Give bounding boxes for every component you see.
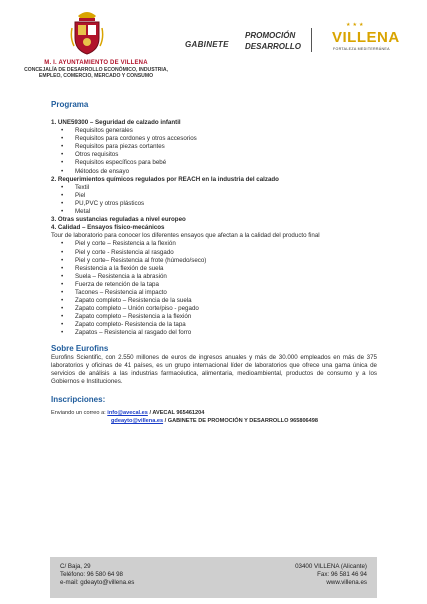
footer-web[interactable]: www.villena.es bbox=[326, 579, 367, 586]
villena-stars-icon: ★★★ bbox=[346, 22, 366, 28]
list-item: • Piel y corte - Resistencia al rasgado bbox=[51, 249, 377, 257]
list-item: • Resistencia a la flexión de suela bbox=[51, 265, 377, 273]
list-item: • Tacones – Resistencia al impacto bbox=[51, 289, 377, 297]
list-item: • Zapatos – Resistencia al rasgado del forro bbox=[51, 329, 377, 337]
eurofins-text: Eurofins Scientific, con 2.550 millones de euros de ingresos anuales y más de 30.000 empleados en más de 375 laboratorios y oficinas de 41 países, es un grupo internacional líder de laboratorios que ofrece una gama única de servicios de análisis a las industrias farmacéutica, alimentaria, medioambiental, productos de consumo y a los Gobiernos e Instituciones. bbox=[51, 353, 377, 385]
avecal-contact: / AVECAL 965461204 bbox=[147, 409, 205, 416]
email-link-avecal[interactable]: info@avecal.es bbox=[107, 409, 148, 416]
section-1-title: 1. UNE59300 – Seguridad de calzado infantil bbox=[51, 119, 181, 126]
section-4-title: 4. Calidad – Ensayos físico-mecánicos bbox=[51, 224, 165, 232]
list-item: • Zapato completo – Resistencia a la flexión bbox=[51, 313, 377, 321]
coat-of-arms-icon bbox=[70, 8, 104, 56]
list-item: • Suela – Resistencia a la abrasión bbox=[51, 273, 377, 281]
list-item: • Requisitos para cordones y otros accesorios bbox=[51, 135, 377, 143]
villena-tagline: FORTALEZA MEDITERRÁNEA bbox=[333, 47, 390, 51]
list-item: • Requisitos específicos para bebé bbox=[51, 159, 377, 167]
inscripciones-title: Inscripciones: bbox=[51, 394, 106, 404]
footer-left bbox=[60, 563, 134, 587]
programa-title: Programa bbox=[51, 100, 89, 109]
inscripciones-lead: Enviando un correo a: bbox=[51, 409, 106, 416]
inscripciones-line-2 bbox=[51, 417, 377, 425]
footer-address: C/ Baja, 29 bbox=[60, 563, 91, 570]
list-item: • Piel y corte– Resistencia al frote (húmedo/seco) bbox=[51, 257, 377, 265]
gabinete-label: GABINETE bbox=[185, 40, 229, 49]
org-name: M. I. AYUNTAMIENTO DE VILLENA bbox=[44, 60, 148, 66]
footer-fax: Fax: 96 581 46 94 bbox=[317, 571, 367, 578]
section-3-title: 3. Otras sustancias reguladas a nivel europeo bbox=[51, 216, 186, 224]
document-body bbox=[51, 100, 377, 425]
list-item: • PU,PVC y otros plásticos bbox=[51, 200, 377, 208]
section-4-intro: Tour de laboratorio para conocer los diferentes ensayos que afectan a la calidad del producto final bbox=[51, 232, 320, 240]
promocion-text: PROMOCIÓN bbox=[245, 31, 296, 40]
list-item: • Requisitos para piezas cortantes bbox=[51, 143, 377, 151]
list-item: • Zapato completo – Resistencia de la suela bbox=[51, 297, 377, 305]
section-2-list bbox=[51, 184, 377, 216]
list-item: • Textil bbox=[51, 184, 377, 192]
footer-city: 03400 VILLENA (Alicante) bbox=[295, 563, 367, 570]
list-item: • Zapato completo – Unión corte/piso - pegado bbox=[51, 305, 377, 313]
list-item: • Requisitos generales bbox=[51, 127, 377, 135]
org-department: CONCEJALÍA DE DESARROLLO ECONÓMICO, INDUSTRIA, EMPLEO, COMERCIO, MERCADO Y CONSUMO bbox=[24, 67, 168, 80]
footer-email[interactable]: e-mail: gdeayto@villena.es bbox=[60, 579, 135, 586]
list-item: • Métodos de ensayo bbox=[51, 168, 377, 176]
list-item: • Piel y corte – Resistencia a la flexión bbox=[51, 240, 377, 248]
eurofins-title: Sobre Eurofins bbox=[51, 343, 109, 353]
section-4-list bbox=[51, 240, 377, 337]
footer-right bbox=[295, 563, 367, 587]
footer bbox=[50, 557, 377, 598]
letterhead bbox=[0, 0, 427, 92]
desarrollo-text: DESARROLLO bbox=[245, 42, 301, 51]
gabinete-contact: / GABINETE DE PROMOCIÓN Y DESARROLLO 965806498 bbox=[163, 418, 319, 424]
list-item: • Zapato completo- Resistencia de la tapa bbox=[51, 321, 377, 329]
inscripciones-line-1 bbox=[51, 409, 377, 417]
list-item: • Piel bbox=[51, 192, 377, 200]
header-divider bbox=[311, 28, 312, 52]
list-item: • Metal bbox=[51, 208, 377, 216]
promocion-desarrollo-label bbox=[245, 30, 301, 52]
list-item: • Otros requisitos bbox=[51, 151, 377, 159]
list-item: • Fuerza de retención de la tapa bbox=[51, 281, 377, 289]
section-2-title: 2. Requerimientos químicos regulados por REACH en la industria del calzado bbox=[51, 175, 279, 183]
section-1-list bbox=[51, 127, 377, 176]
email-link-gdeayto[interactable]: gdeayto@villena.es bbox=[111, 418, 164, 424]
villena-logo: VILLENA bbox=[332, 29, 400, 46]
footer-phone: Teléfono: 96 580 64 98 bbox=[60, 571, 123, 578]
